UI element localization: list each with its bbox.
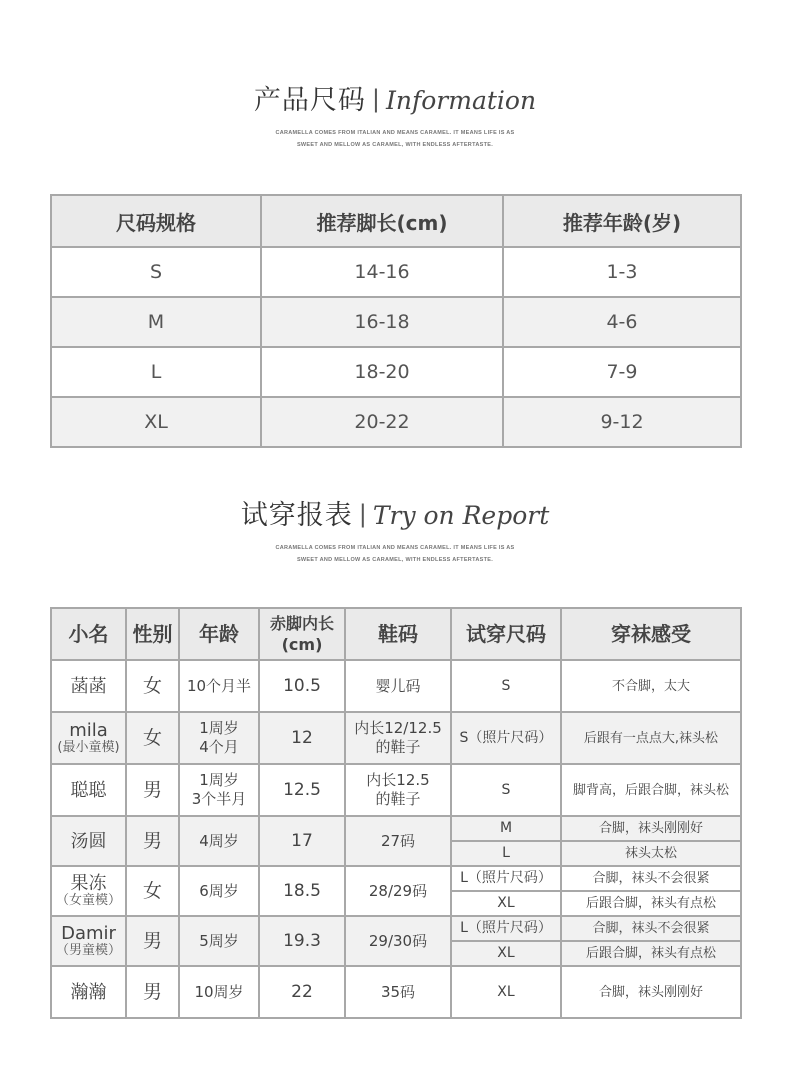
nickname-note: (最小童模): [57, 740, 120, 755]
size-cell: XL: [51, 397, 261, 447]
shoe-line-2: 的鞋子: [375, 790, 421, 808]
gender-cell: 女: [126, 866, 179, 916]
age-cell: 10个月半: [179, 660, 259, 712]
shoe-size-cell: 27码: [345, 816, 451, 866]
header-foot-line-2: (cm): [281, 635, 323, 654]
gender-cell: 男: [126, 916, 179, 966]
nickname: Damir: [61, 923, 116, 944]
fit-size-cell: XL: [451, 966, 561, 1018]
shoe-size-cell: [345, 712, 451, 764]
nickname-cell: [51, 712, 126, 764]
shoe-size-cell: 28/29码: [345, 866, 451, 916]
age-cell: 4-6: [503, 297, 741, 347]
age-line-2: 4个月: [199, 738, 239, 756]
fit-size-cell: M: [451, 816, 561, 841]
feel-cell: 袜头太松: [561, 841, 741, 866]
foot-length-cell: 12.5: [259, 764, 345, 816]
age-line-2: 3个半月: [191, 790, 247, 808]
report-row: [51, 764, 741, 816]
fit-size-cell: S: [451, 660, 561, 712]
feel-cell: 合脚，袜头不会很紧: [561, 916, 741, 941]
report-section-heading: [0, 493, 790, 532]
nickname-note: （女童模）: [55, 893, 121, 908]
feel-cell: 合脚，袜头不会很紧: [561, 866, 741, 891]
feel-cell: 脚背高，后跟合脚，袜头松: [561, 764, 741, 816]
header-bare-foot-length: [259, 608, 345, 660]
gender-cell: 女: [126, 660, 179, 712]
shoe-line-1: 内长12.5: [366, 771, 430, 789]
header-shoe-size: 鞋码: [345, 608, 451, 660]
fit-size-cell: S: [451, 764, 561, 816]
fit-size-cell: L（照片尺码）: [451, 866, 561, 891]
nickname-cell: 聪聪: [51, 764, 126, 816]
foot-length-cell: 20-22: [261, 397, 503, 447]
fit-size-cell: S（照片尺码）: [451, 712, 561, 764]
age-cell: 1-3: [503, 247, 741, 297]
size-header-foot-length: 推荐脚长(cm): [261, 195, 503, 247]
tagline-line-1: CARAMELLA COMES FROM ITALIAN AND MEANS CARAMEL. IT MEANS LIFE IS AS: [275, 545, 515, 551]
shoe-line-1: 内长12/12.5: [354, 719, 442, 737]
feel-cell: 后跟合脚，袜头有点松: [561, 891, 741, 916]
size-table: [50, 194, 742, 448]
feel-cell: 后跟合脚，袜头有点松: [561, 941, 741, 966]
title-separator: |: [358, 500, 367, 528]
report-header-row: [51, 608, 741, 660]
feel-cell: 合脚，袜头刚刚好: [561, 816, 741, 841]
age-cell: [179, 764, 259, 816]
nickname: mila: [69, 720, 108, 741]
fit-size-cell: L（照片尺码）: [451, 916, 561, 941]
feel-cell: 不合脚，太大: [561, 660, 741, 712]
size-header-spec: 尺码规格: [51, 195, 261, 247]
size-cell: M: [51, 297, 261, 347]
size-row-l: [51, 347, 741, 397]
shoe-size-cell: 婴儿码: [345, 660, 451, 712]
foot-length-cell: 10.5: [259, 660, 345, 712]
shoe-size-cell: [345, 764, 451, 816]
header-wearing-feel: 穿袜感受: [561, 608, 741, 660]
size-row-xl: [51, 397, 741, 447]
age-line-1: 1周岁: [199, 719, 239, 737]
foot-length-cell: 18-20: [261, 347, 503, 397]
nickname-note: （男童模）: [55, 943, 121, 958]
header-age: 年龄: [179, 608, 259, 660]
fit-size-cell: L: [451, 841, 561, 866]
shoe-size-cell: 29/30码: [345, 916, 451, 966]
report-row: [51, 816, 741, 841]
header-foot-line-1: 赤脚内长: [269, 614, 334, 633]
size-row-s: [51, 247, 741, 297]
size-row-m: [51, 297, 741, 347]
feel-cell: 合脚，袜头刚刚好: [561, 966, 741, 1018]
size-section-tagline: [0, 127, 790, 151]
gender-cell: 男: [126, 816, 179, 866]
foot-length-cell: 17: [259, 816, 345, 866]
header-nickname: 小名: [51, 608, 126, 660]
gender-cell: 女: [126, 712, 179, 764]
size-section-heading: [0, 78, 790, 117]
nickname-cell: [51, 916, 126, 966]
size-table-header-row: [51, 195, 741, 247]
size-header-age: 推荐年龄(岁): [503, 195, 741, 247]
foot-length-cell: 12: [259, 712, 345, 764]
report-row: [51, 660, 741, 712]
age-cell: 4周岁: [179, 816, 259, 866]
title-separator: |: [371, 85, 381, 113]
age-line-1: 1周岁: [199, 771, 239, 789]
foot-length-cell: 14-16: [261, 247, 503, 297]
nickname-cell: 菡菡: [51, 660, 126, 712]
fit-size-cell: XL: [451, 941, 561, 966]
nickname-cell: 汤圆: [51, 816, 126, 866]
tagline-line-2: SWEET AND MELLOW AS CARAMEL, WITH ENDLESS AFTERTASTE.: [296, 557, 494, 563]
age-cell: 6周岁: [179, 866, 259, 916]
foot-length-cell: 19.3: [259, 916, 345, 966]
shoe-line-2: 的鞋子: [375, 738, 421, 756]
try-on-report-table: [50, 607, 742, 1019]
foot-length-cell: 22: [259, 966, 345, 1018]
header-gender: 性别: [126, 608, 179, 660]
tagline-line-2: SWEET AND MELLOW AS CARAMEL, WITH ENDLESS AFTERTASTE.: [296, 142, 494, 148]
report-row: [51, 916, 741, 941]
gender-cell: 男: [126, 966, 179, 1018]
size-cell: S: [51, 247, 261, 297]
age-cell: 7-9: [503, 347, 741, 397]
foot-length-cell: 16-18: [261, 297, 503, 347]
report-row: [51, 966, 741, 1018]
report-section-tagline: [0, 542, 790, 566]
tagline-line-1: CARAMELLA COMES FROM ITALIAN AND MEANS CARAMEL. IT MEANS LIFE IS AS: [275, 130, 515, 136]
feel-cell: 后跟有一点点大,袜头松: [561, 712, 741, 764]
age-cell: 9-12: [503, 397, 741, 447]
foot-length-cell: 18.5: [259, 866, 345, 916]
age-cell: [179, 712, 259, 764]
report-section-title-en: Try on Report: [372, 501, 550, 530]
nickname: 果冻: [70, 873, 107, 894]
size-section-title: 产品尺码: [253, 85, 366, 116]
nickname-cell: 瀚瀚: [51, 966, 126, 1018]
header-fit-size: 试穿尺码: [451, 608, 561, 660]
fit-size-cell: XL: [451, 891, 561, 916]
age-cell: 10周岁: [179, 966, 259, 1018]
age-cell: 5周岁: [179, 916, 259, 966]
report-row: [51, 866, 741, 891]
report-section-title: 试穿报表: [240, 500, 353, 531]
shoe-size-cell: 35码: [345, 966, 451, 1018]
nickname-cell: [51, 866, 126, 916]
size-cell: L: [51, 347, 261, 397]
gender-cell: 男: [126, 764, 179, 816]
report-row: [51, 712, 741, 764]
size-section-title-en: Information: [386, 86, 537, 115]
